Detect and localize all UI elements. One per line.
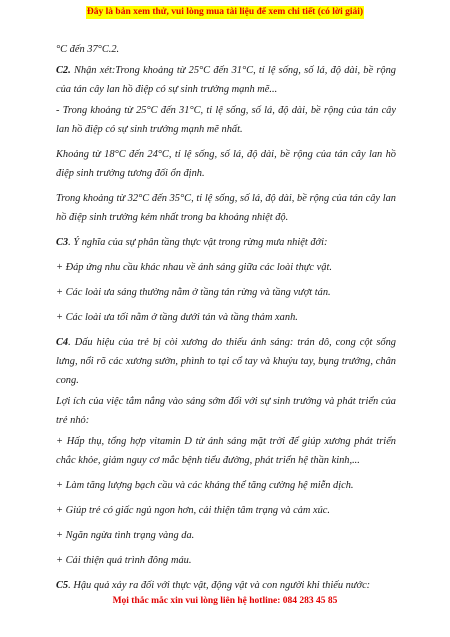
paragraph-text: + Ngăn ngừa tình trạng vàng da.: [56, 530, 195, 541]
paragraph-text: - Trong khoảng từ 25°C đến 31°C, tỉ lệ sống, số lá, độ dài, bề rộng của tán cây lan hồ điệp có sự sinh trưởng mạnh mẽ nhất.: [56, 105, 396, 135]
question-label: C2.: [56, 65, 71, 76]
list-item: [56, 501, 396, 520]
paragraph: [56, 189, 396, 227]
list-item: [56, 283, 396, 302]
paragraph-text: + Cải thiện quá trình đông máu.: [56, 555, 192, 566]
list-item: [56, 526, 396, 545]
paragraph-text: + Hấp thụ, tổng hợp vitamin D từ ánh sáng mặt trời để giúp xương phát triển chắc khỏe, giảm nguy cơ mắc bệnh tiểu đường, phát triển hệ thần kinh,...: [56, 436, 396, 466]
paragraph: [56, 145, 396, 183]
paragraph-text: + Đáp ứng nhu cầu khác nhau về ánh sáng giữa các loài thực vật.: [56, 262, 332, 273]
question-label: C3: [56, 237, 69, 248]
preview-banner: [0, 0, 450, 30]
paragraph: [56, 333, 396, 390]
paragraph-text: °C đến 37°C.2.: [56, 44, 120, 55]
paragraph-text: . Ý nghĩa của sự phân tầng thực vật trong rừng mưa nhiệt đới:: [68, 237, 328, 248]
paragraph: [56, 233, 396, 252]
list-item: [56, 308, 396, 327]
paragraph-text: Khoảng từ 18°C đến 24°C, tỉ lệ sống, số lá, độ dài, bề rộng của tán cây lan hồ điệp sinh trưởng tương đối ổn định.: [56, 149, 396, 179]
paragraph: [56, 101, 396, 139]
paragraph: [56, 40, 396, 59]
list-item: [56, 551, 396, 570]
paragraph-text: . Hậu quả xảy ra đối với thực vật, động vật và con người khi thiếu nước:: [68, 580, 371, 591]
paragraph: [56, 61, 396, 99]
paragraph-text: + Các loài ưa tối nằm ở tầng dưới tán và tầng thảm xanh.: [56, 312, 298, 323]
paragraph-text: + Làm tăng lượng bạch cầu và các kháng thể tăng cường hệ miễn dịch.: [56, 480, 354, 491]
paragraph-text: . Dấu hiệu của trẻ bị còi xương do thiếu ánh sáng: trán dô, cong cột sống lưng, nổi rõ các xương sườn, phình to tại cổ tay và khuỷu tay, bụng trướng, chân cong.: [56, 337, 396, 386]
question-label: C5: [56, 580, 69, 591]
question-label: C4: [56, 337, 69, 348]
list-item: [56, 476, 396, 495]
paragraph-text: + Các loài ưa sáng thường nằm ở tầng tán rừng và tầng vượt tán.: [56, 287, 331, 298]
preview-notice: Đây là bản xem thử, vui lòng mua tài liệu để xem chi tiết (có lời giải): [86, 7, 364, 17]
hotline-footer: Mọi thắc mắc xin vui lòng liên hệ hotline: 084 283 45 85: [112, 596, 338, 606]
document-body: [56, 40, 396, 597]
list-item: [56, 258, 396, 277]
paragraph-text: + Giúp trẻ có giấc ngủ ngon hơn, cải thiện tâm trạng và cảm xúc.: [56, 505, 331, 516]
paragraph-text: Nhận xét:Trong khoảng từ 25°C đến 31°C, tỉ lệ sống, số lá, độ dài, bề rộng của tán cây lan hồ điệp có sự sinh trưởng mạnh mẽ...: [56, 65, 396, 95]
list-item: [56, 432, 396, 470]
paragraph: [56, 392, 396, 430]
paragraph-text: Lợi ích của việc tắm nắng vào sáng sớm đối với sự sinh trưởng và phát triển của trẻ nhỏ:: [56, 396, 396, 426]
paragraph: [56, 576, 396, 595]
paragraph-text: Trong khoảng từ 32°C đến 35°C, tỉ lệ sống, số lá, độ dài, bề rộng của tán cây lan hồ điệp sinh trưởng kém nhất trong ba khoảng nhiệt độ.: [56, 193, 396, 223]
